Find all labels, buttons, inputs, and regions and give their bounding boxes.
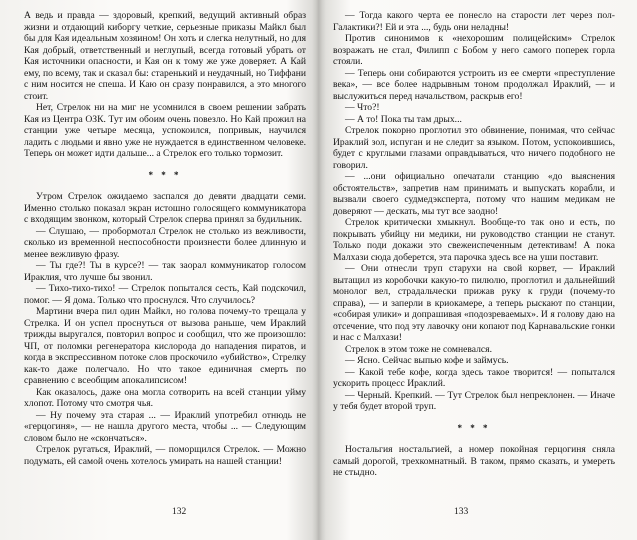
paragraph: — Ну почему эта старая ... — Ираклий употребил отнюдь не «герцогиня», — не нашла другого места, чтобы ... — Следующим словом было не «скончаться».	[24, 409, 306, 444]
section-separator: * * *	[457, 422, 491, 433]
paragraph: — Тихо-тихо-тихо! — Стрелок попытался сесть, Кай подскочил, помог. — Я дома. Только что проснулся. Что случилось?	[24, 283, 306, 306]
paragraph: Ностальгия ностальгией, а номер покойная герцогиня сняла самый дорогой, трехкомнатный. В таком, прямо сказать, и умереть не стыдно.	[333, 444, 615, 478]
paragraph: Как оказалось, даже она могла сотворить на всей станции уйму хлопот. Потому что смотря чья.	[24, 386, 306, 409]
section-separator: * * *	[148, 169, 182, 180]
paragraph: Мартини вчера пил один Майкл, но голова почему-то трещала у Стрелка. И он успел проснуться от вызова раньше, чем Ираклий трижды выругался, повторил вопрос и сообщил, что же произошло: ЧП, от поломки регенератора кислорода до нападения пиратов, и когда в экспрессивном потоке слов проскочило «убийство», Стрелку как-то даже полегчало. Но что такое единичная смерть по сравнению с всеобщим апокалипсисом!	[24, 306, 306, 386]
page-number-right: 133	[454, 507, 469, 517]
paragraph: А ведь и правда — здоровый, крепкий, ведущий активный образ жизни и отдающий киборгу четкие, серьезные приказы Майкл был бы для Кая идеальным хозяином! Он хоть и слегка нелутный, но для Кая добрый, ответственный и неглупый, всегда готовый убрать от Кая источники опасности, и Кая он к тому же уже доверяет. А Кай ему, по всему, так и сказал бы: старенький и неудачный, но Тиффани с ним носится не спеша. И Каю он сразу понравился, а это многого стоит.	[24, 10, 306, 102]
paragraph: — А то! Пока ты там дрых...	[345, 113, 462, 125]
paragraph: Стрелок покорно проглотил это обвинение, понимая, что сейчас Ираклий зол, испуган и не следит за языком. Потом, успокоившись, будет с круглыми глазами оправдываться, что ничего подобного не говорил.	[333, 125, 615, 171]
paragraph: Стрелок критически хмыкнул. Вообще-то так оно и есть, по покрывать убийцу ни медики, ни руководство станции не станут. Только поди докажи это свежеиспеченным детективам! А пока Малхази сюда доберется, эта парочка здесь все на уши поставит.	[333, 217, 615, 263]
paragraph: — Тогда какого черта ее понесло на старости лет через пол-Галактики?! Ей и эта ..., будь они неладны!	[333, 10, 615, 33]
paragraph: — Ясно. Сейчас выпью кофе и займусь.	[345, 355, 509, 366]
paragraph: Утром Стрелок ожидаемо заспался до девяти двадцати семи. Именно столько показал экран истошно голосящего коммуникатора с входящим звонком, который Стрелок сперва принял за будильник.	[24, 191, 306, 225]
paragraph: Против синонимов к «нехорошим полицейским» Стрелок возражать не стал, Филипп с Бобом у него самого поперек горла стояли.	[333, 33, 615, 67]
paragraph: — Слушаю, — пробормотал Стрелок не столько из вежливости, сколько из временной неспособности произнести более длинную и менее вежливую фразу.	[24, 225, 306, 260]
paragraph: Стрелок в этом тоже не сомневался.	[345, 343, 492, 355]
paragraph: — Они отнесли труп старухи на свой корвет, — Ираклий вытащил из коробочки какую-то пилюлю, проглотил и дальнейший монолог вел, страдальчески прижав руку к груди (почему-то справа), — и заперли в криокамере, а теперь рыскают по станции, «собирая улики» и допрашивая «подозреваемых». И я голову даю на отсечение, что под эту лавочку они копают под Карнавальские гонки и нас с Малхази!	[333, 263, 615, 343]
paragraph: — Ты где?! Ты в курсе?! — так заорал коммуникатор голосом Ираклия, что лучше бы звонил.	[24, 260, 306, 283]
page-number-left: 132	[172, 507, 187, 517]
paragraph: — Какой тебе кофе, когда здесь такое творится! — попытался ускорить процесс Ираклий.	[333, 366, 615, 389]
paragraph: — Что?!	[345, 102, 380, 113]
left-page	[24, 10, 306, 467]
paragraph: — ...они официально опечатали станцию «до выяснения обстоятельств», запретив нам принимать и выпускать корабли, и вызвали своего судмедэксперта, потому что нашим медикам не доверяют — дескать, мы тут все заодно!	[333, 171, 615, 217]
paragraph: Нет, Стрелок ни на миг не усомнился в своем решении забрать Кая из Центра ОЗК. Тут им обоим очень повезло. Но Кай прожил на станции уже четыре месяца, успокоился, попривык, научился ладить с людьми и явно уже не нуждается в единственном человеке. Теперь он может идти дальше... а Стрелок его только тормозит.	[24, 102, 306, 159]
paragraph: — Черный. Крепкий. — Тут Стрелок был непреклонен. — Иначе у тебя будет второй труп.	[333, 389, 615, 412]
book-gutter	[312, 0, 326, 540]
paragraph: — Теперь они собираются устроить из ее смерти «преступление века», — все более надрывным тоном продолжал Ираклий, — и выслужиться перед начальством, раскрыв его!	[333, 67, 615, 102]
right-page	[333, 10, 615, 479]
paragraph: Стрелок ругаться, Ираклий, — поморщился Стрелок. — Можно подумать, ей самой очень хотелось умирать на нашей станции!	[24, 444, 306, 467]
